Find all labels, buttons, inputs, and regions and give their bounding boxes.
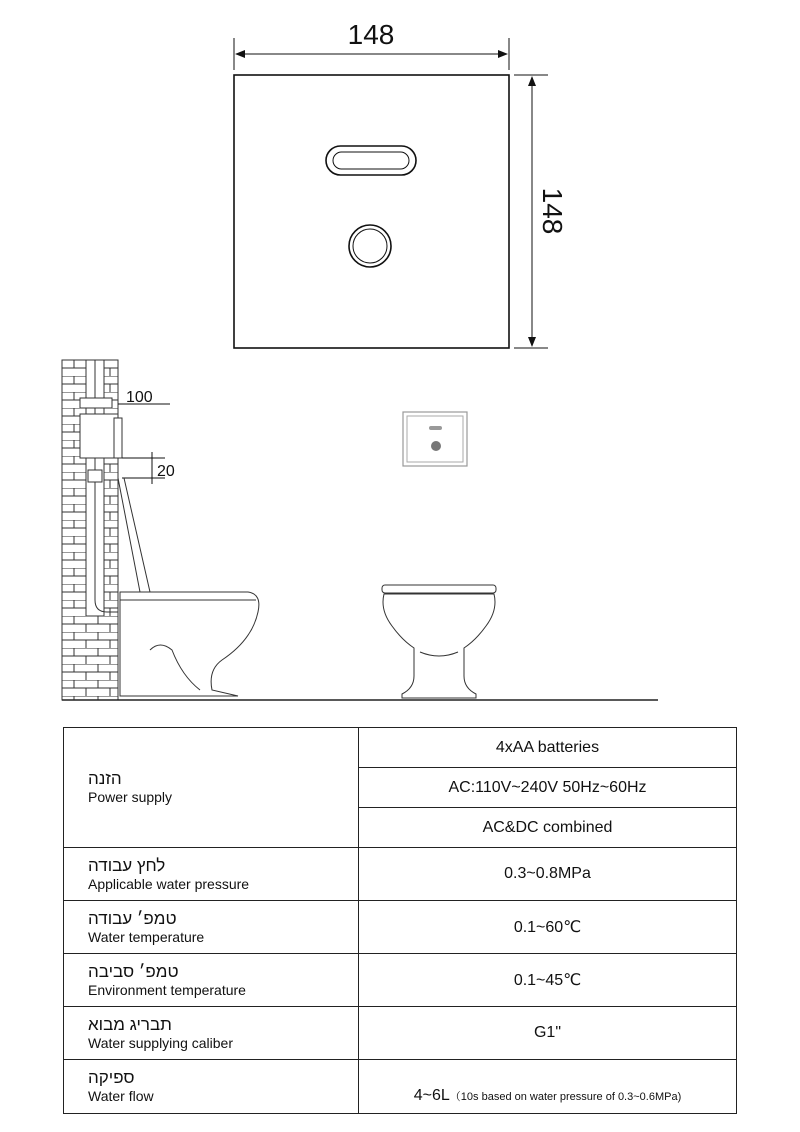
flush-valve-box xyxy=(80,414,118,458)
env-temp-value: 0.1~45℃ xyxy=(359,954,737,1007)
side-installation-view xyxy=(62,360,259,700)
flow-label-he: ספיקה xyxy=(88,1068,135,1087)
flow-note: （10s based on water pressure of 0.3~0.6MPa) xyxy=(449,1091,682,1103)
front-panel-view xyxy=(234,19,568,348)
flow-label-en: Water flow xyxy=(88,1088,154,1104)
pressure-label-he: לחץ עבודה xyxy=(88,855,166,875)
env-temp-label-cell xyxy=(64,954,359,1007)
water-temp-label-he: טמפ׳ עבודה xyxy=(88,908,177,928)
pressure-label-cell xyxy=(64,848,359,901)
water-temp-label-en: Water temperature xyxy=(88,928,205,945)
offset-side-label: 20 xyxy=(157,463,175,480)
caliber-label-he: תבריג מבוא xyxy=(88,1014,172,1034)
env-temp-label-he: טמפ׳ סביבה xyxy=(88,961,179,981)
caliber-value: G1" xyxy=(359,1007,737,1060)
power-ac-value: AC:110V~240V 50Hz~60Hz xyxy=(359,768,737,808)
flow-label-cell xyxy=(64,1060,359,1114)
caliber-label-en: Water supplying caliber xyxy=(88,1034,233,1051)
water-temp-label-cell xyxy=(64,901,359,954)
power-battery-value: 4xAA batteries xyxy=(359,728,737,768)
env-temp-label-en: Environment temperature xyxy=(88,981,246,998)
power-supply-label-en: Power supply xyxy=(88,789,173,805)
panel-height-label: 148 xyxy=(537,187,568,235)
caliber-label-cell xyxy=(64,1007,359,1060)
flow-value-cell xyxy=(359,1060,737,1114)
toilet-side-view xyxy=(120,592,259,696)
flush-button-icon xyxy=(349,225,391,267)
power-combined-value: AC&DC combined xyxy=(359,808,737,848)
pressure-value: 0.3~0.8MPa xyxy=(359,848,737,901)
pressure-label-en: Applicable water pressure xyxy=(88,875,250,892)
offset-top-label: 100 xyxy=(126,389,153,406)
specification-table xyxy=(63,727,737,1114)
power-supply-label-he: הזנה xyxy=(88,769,122,788)
panel-width-label: 148 xyxy=(347,19,395,50)
installed-panel-view xyxy=(403,412,467,466)
power-supply-label-cell xyxy=(64,728,359,848)
flow-value: 4~6L xyxy=(413,1087,450,1104)
toilet-front-view xyxy=(382,585,496,698)
sensor-window-icon xyxy=(326,146,416,175)
water-temp-value: 0.1~60℃ xyxy=(359,901,737,954)
